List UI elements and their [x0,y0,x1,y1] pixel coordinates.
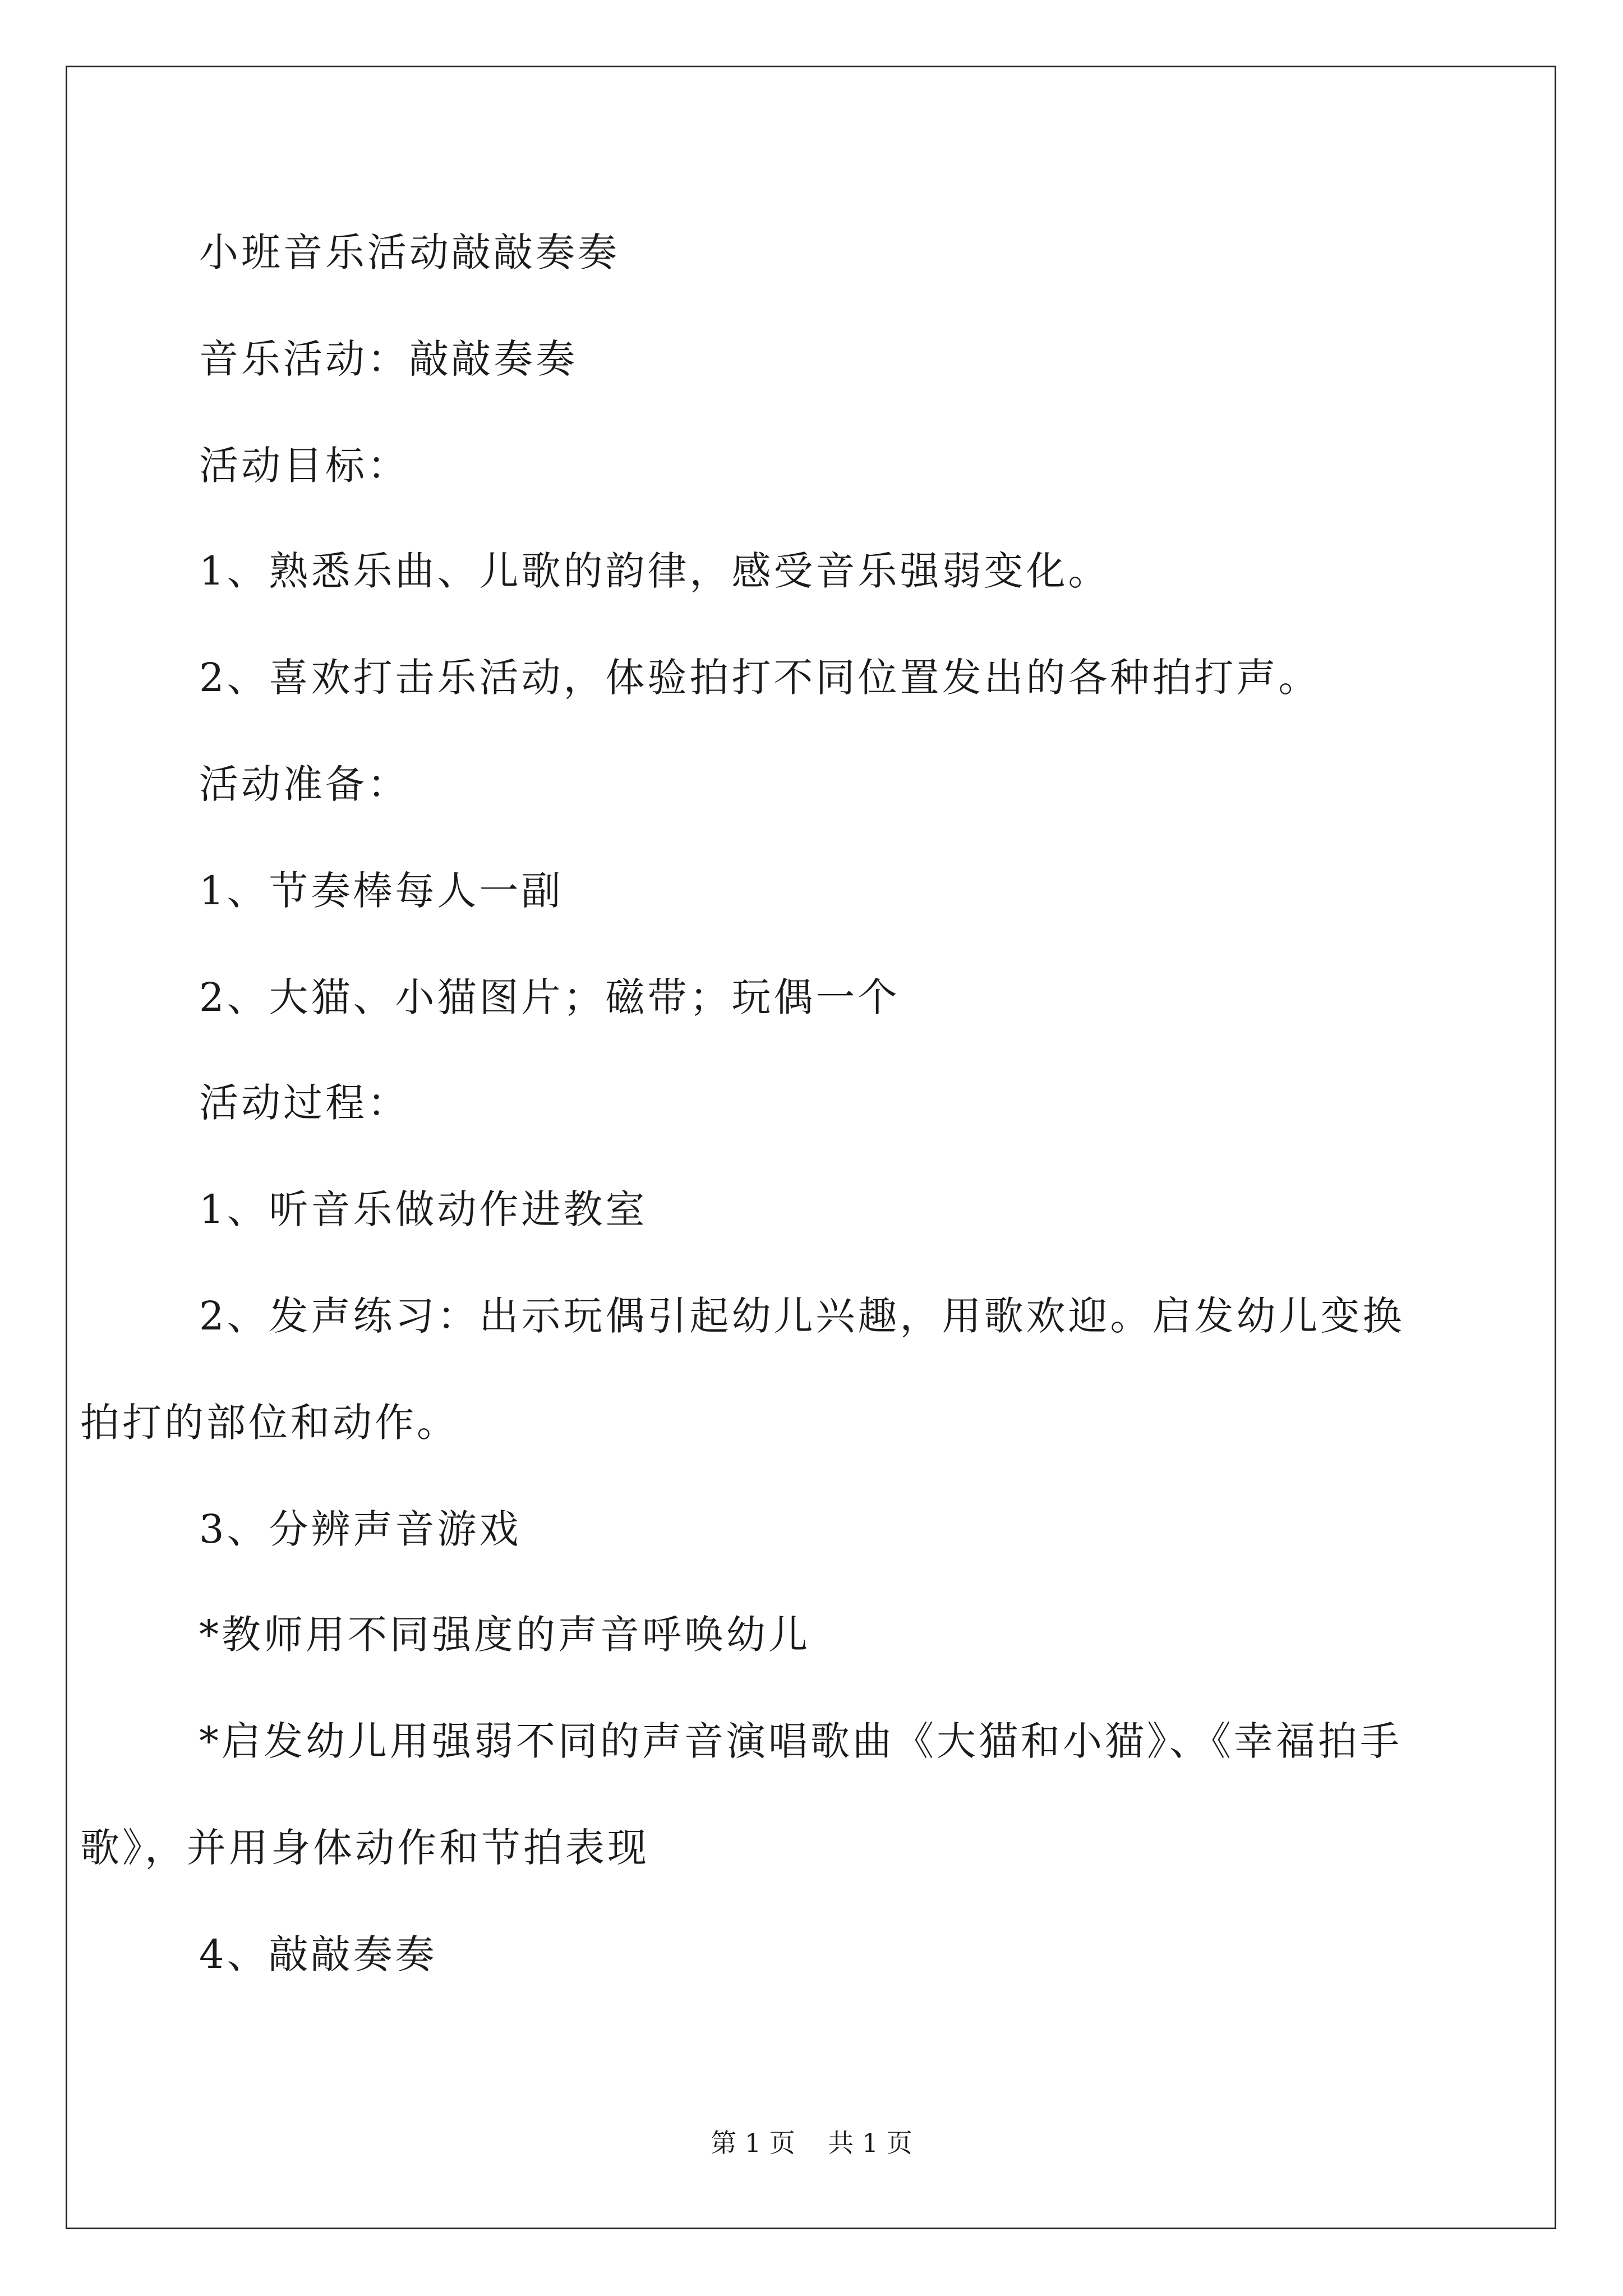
paragraph-line: 1、节奏棒每人一副 [199,868,564,914]
paragraph-line: *教师用不同强度的声音呼唤幼儿 [199,1612,810,1658]
paragraph-line: 2、大猫、小猫图片；磁带；玩偶一个 [199,974,900,1020]
paragraph-line: 3、分辨声音游戏 [199,1506,522,1552]
document-title: 小班音乐活动敲敲奏奏 [199,229,620,275]
section-heading-preparation: 活动准备： [199,761,409,807]
page-number-footer: 第 1 页 共 1 页 [711,2128,912,2158]
paragraph-line-continued: 歌》，并用身体动作和节拍表现 [80,1825,649,1871]
paragraph-line-continued: 拍打的部位和动作。 [80,1400,459,1446]
paragraph-line: 1、熟悉乐曲、儿歌的韵律，感受音乐强弱变化。 [199,548,1110,594]
section-heading-process: 活动过程： [199,1080,409,1126]
paragraph-line: 音乐活动：敲敲奏奏 [199,336,578,382]
paragraph-line: *启发幼儿用强弱不同的声音演唱歌曲《大猫和小猫》、《幸福拍手 [199,1718,1402,1764]
paragraph-line: 1、听音乐做动作进教室 [199,1186,648,1232]
paragraph-line: 2、喜欢打击乐活动，体验拍打不同位置发出的各种拍打声。 [199,655,1321,701]
paragraph-line: 4、敲敲奏奏 [199,1931,437,1977]
page-frame [66,66,1556,2229]
paragraph-line: 2、发声练习：出示玩偶引起幼儿兴趣，用歌欢迎。启发幼儿变换 [199,1293,1405,1339]
section-heading-goals: 活动目标： [199,443,409,489]
